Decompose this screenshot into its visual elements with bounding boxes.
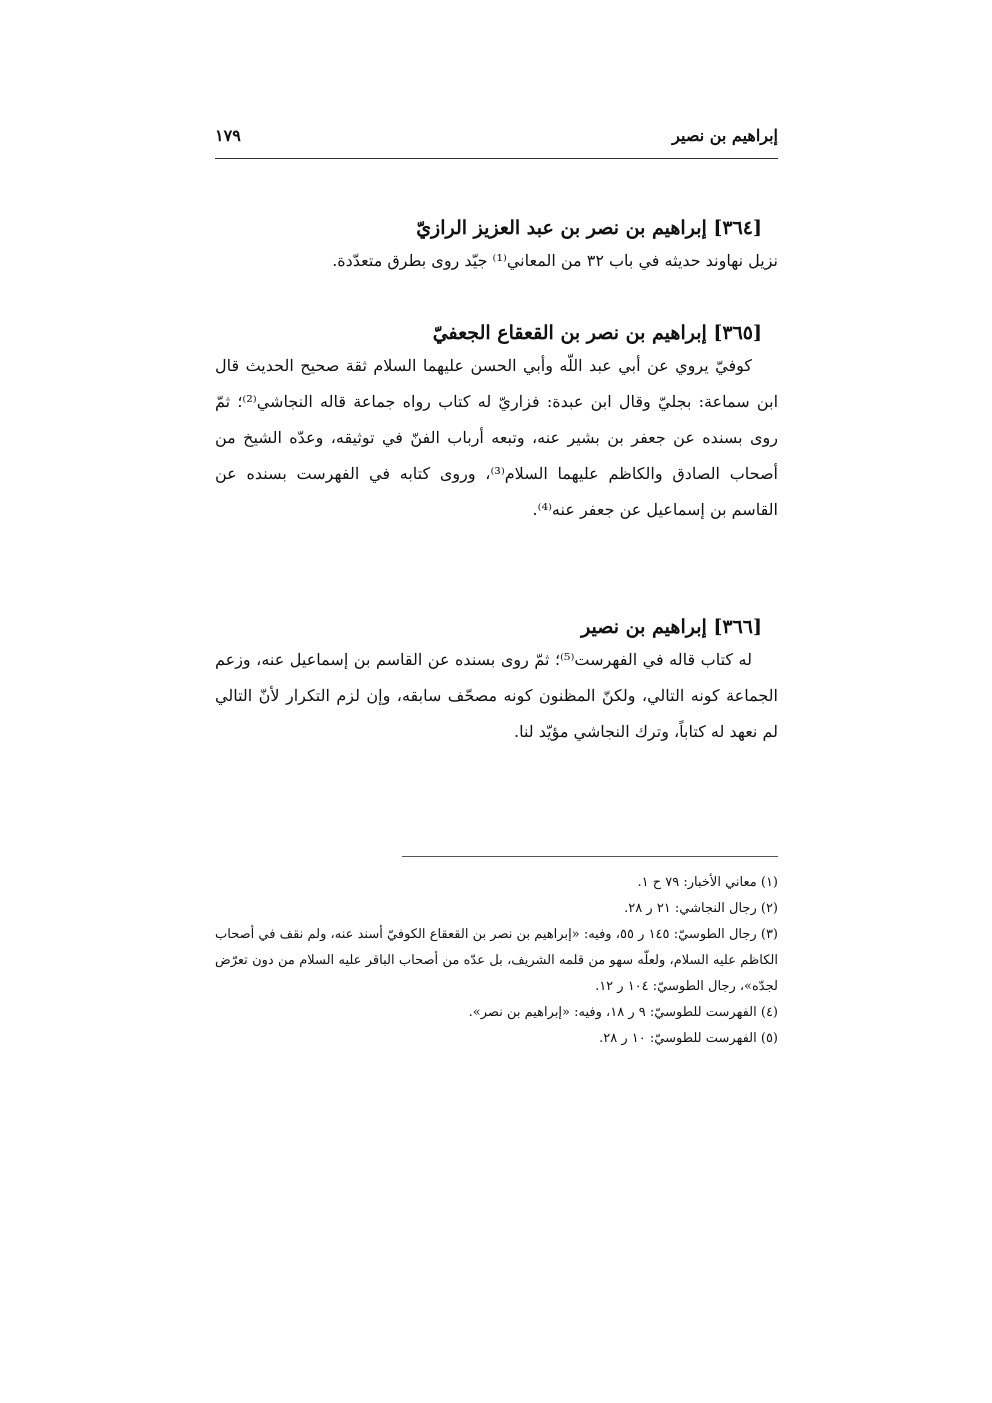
page-number: ١٧٩ (215, 126, 241, 145)
entry-364 (215, 213, 778, 279)
entry-paragraph: كوفيّ يروي عن أبي عبد اللّه وأبي الحسن عليهما السلام ثقة صحيح الحديث قال ابن سماعة: بجليّ وقال ابن عبدة: فزاريّ له كتاب رواه جماعة قاله النجاشي⁽²⁾؛ ثمّ روى بسنده عن جعفر بن بشير عنه، وتبعه أرباب الفنّ في توثيقه، وعدّه الشيخ من أصحاب الصادق والكاظم عليهما السلام⁽³⁾، وروى كتابه في الفهرست بسنده عن القاسم بن إسماعيل عن جعفر عنه⁽⁴⁾. (215, 356, 779, 519)
footnote-3: (٣) رجال الطوسيّ: ١٤٥ ر ٥٥، وفيه: «إبراهيم بن نصر بن القعقاع الكوفيّ أسند عنه، ولم نقف في أصحاب الكاظم عليه السلام، ولعلّه سهو من قلمه الشريف، بل عدّه من أصحاب الباقر عليه السلام من دون تعرّض لجدّه»، رجال الطوسيّ: ١٠٤ ر ١٢. (215, 927, 778, 994)
footnote-5: (٥) الفهرست للطوسيّ: ١٠ ر ٢٨. (599, 1031, 778, 1046)
entry-heading: [٣٦٥] إبراهيم بن نصر بن القعقاع الجعفيّ (432, 322, 762, 344)
footnote-2: (٢) رجال النجاشي: ٢١ ر ٢٨. (624, 901, 778, 916)
entry-paragraph: له كتاب قاله في الفهرست⁽⁵⁾؛ ثمّ روى بسنده عن القاسم بن إسماعيل عنه، وزعم الجماعة كونه التالي، ولكنّ المظنون كونه مصحّف سابقه، وإن لزم التكرار لأنّ التالي لم نعهد له كتاباً، وترك النجاشي مؤيّد لنا. (215, 650, 778, 741)
entry-heading: [٣٦٤] إبراهيم بن نصر بن عبد العزيز الرازيّ (416, 217, 762, 239)
footnote-4: (٤) الفهرست للطوسيّ: ٩ ر ١٨، وفيه: «إبراهيم بن نصر». (468, 1005, 778, 1020)
running-title: إبراهيم بن نصير (672, 126, 778, 145)
entry-366 (215, 612, 778, 750)
footnotes (215, 870, 778, 1052)
entry-heading: [٣٦٦] إبراهيم بن نصير (581, 616, 762, 638)
footnote-1: (١) معاني الأخبار: ٧٩ ح ١. (637, 875, 778, 890)
running-header (215, 118, 778, 159)
entry-365 (215, 318, 778, 528)
footnote-separator (402, 856, 778, 857)
entry-paragraph: نزيل نهاوند حديثه في باب ٣٢ من المعاني⁽¹⁾ جيّد روى بطرق متعدّدة. (332, 251, 778, 270)
